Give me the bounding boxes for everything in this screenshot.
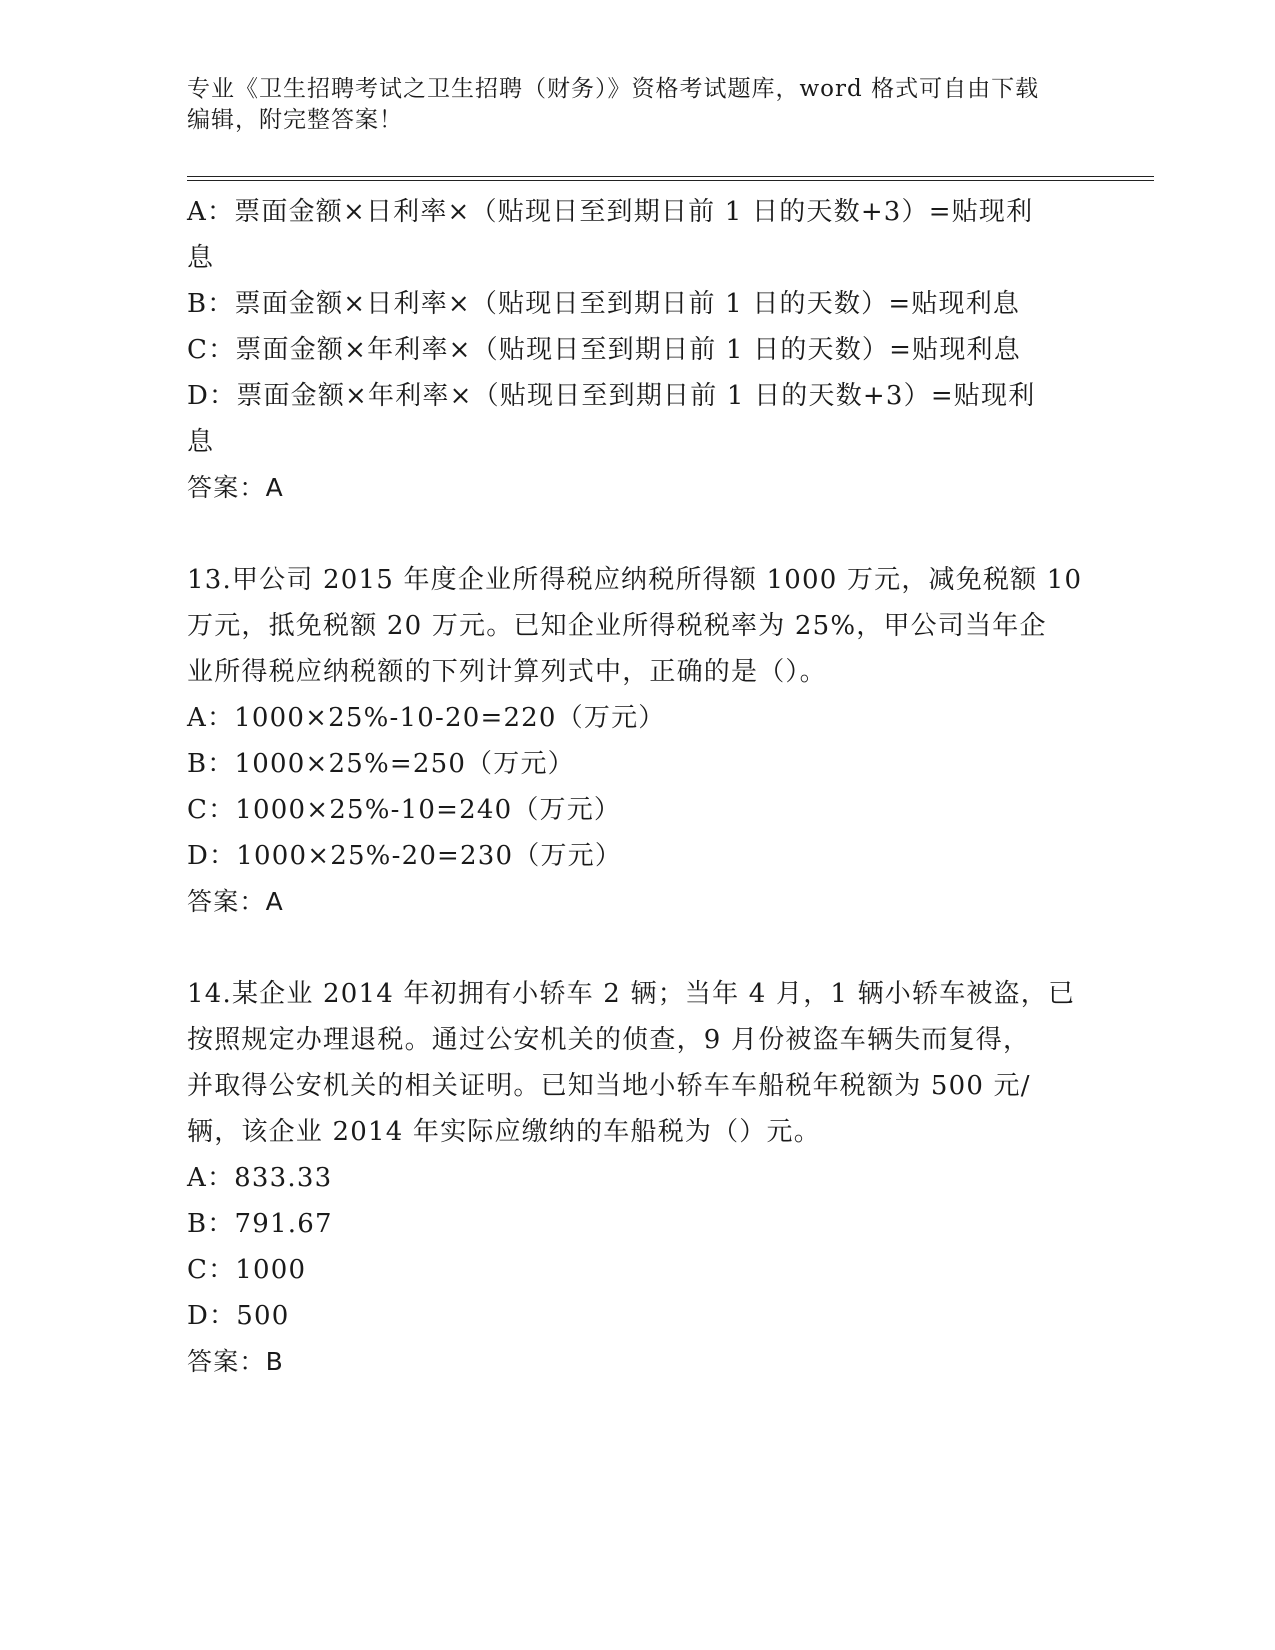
option-b: B：791.67 xyxy=(187,1209,333,1239)
spacer xyxy=(187,511,1087,557)
option-a-continued: 息 xyxy=(187,243,215,273)
question-stem-line: 万元，抵免税额 20 万元。已知企业所得税税率为 25%，甲公司当年企 xyxy=(187,611,1047,641)
option-c: C：1000×25%-10=240（万元） xyxy=(187,795,622,825)
question-12-block xyxy=(187,189,1087,511)
option-d: D：票面金额×年利率×（贴现日至到期日前 1 日的天数+3）=贴现利 xyxy=(187,381,1036,411)
option-a: A：833.33 xyxy=(187,1163,333,1193)
option-a: A：票面金额×日利率×（贴现日至到期日前 1 日的天数+3）=贴现利 xyxy=(187,197,1034,227)
question-stem-line: 按照规定办理退税。通过公安机关的侦查，9 月份被盗车辆失而复得， xyxy=(187,1025,1031,1055)
option-d: D：500 xyxy=(187,1301,290,1331)
answer-line: 答案：B xyxy=(187,1347,284,1376)
question-stem-line: 13.甲公司 2015 年度企业所得税应纳税所得额 1000 万元，减免税额 10 xyxy=(187,565,1083,595)
document-header xyxy=(187,74,1087,136)
answer-line: 答案：A xyxy=(187,887,284,916)
question-stem-line: 业所得税应纳税额的下列计算列式中，正确的是（）。 xyxy=(187,657,827,687)
header-line-2: 编辑，附完整答案！ xyxy=(187,107,403,133)
option-c: C：1000 xyxy=(187,1255,307,1285)
option-b: B：1000×25%=250（万元） xyxy=(187,749,575,779)
option-a: A：1000×25%-10-20=220（万元） xyxy=(187,703,666,733)
document-body xyxy=(187,189,1087,1385)
header-line-1: 专业《卫生招聘考试之卫生招聘（财务）》资格考试题库，word 格式可自由下载 xyxy=(187,76,1040,102)
question-13-block xyxy=(187,557,1087,925)
answer-line: 答案：A xyxy=(187,473,284,502)
option-d-continued: 息 xyxy=(187,427,215,457)
option-d: D：1000×25%-20=230（万元） xyxy=(187,841,623,871)
question-stem-line: 并取得公安机关的相关证明。已知当地小轿车车船税年税额为 500 元/ xyxy=(187,1071,1031,1101)
option-b: B：票面金额×日利率×（贴现日至到期日前 1 日的天数）=贴现利息 xyxy=(187,289,1021,319)
option-c: C：票面金额×年利率×（贴现日至到期日前 1 日的天数）=贴现利息 xyxy=(187,335,1021,365)
question-stem-line: 14.某企业 2014 年初拥有小轿车 2 辆；当年 4 月，1 辆小轿车被盗，已 xyxy=(187,979,1076,1009)
question-stem-line: 辆，该企业 2014 年实际应缴纳的车船税为（）元。 xyxy=(187,1117,821,1147)
question-14-block xyxy=(187,971,1087,1385)
header-divider xyxy=(187,176,1154,181)
spacer xyxy=(187,925,1087,971)
